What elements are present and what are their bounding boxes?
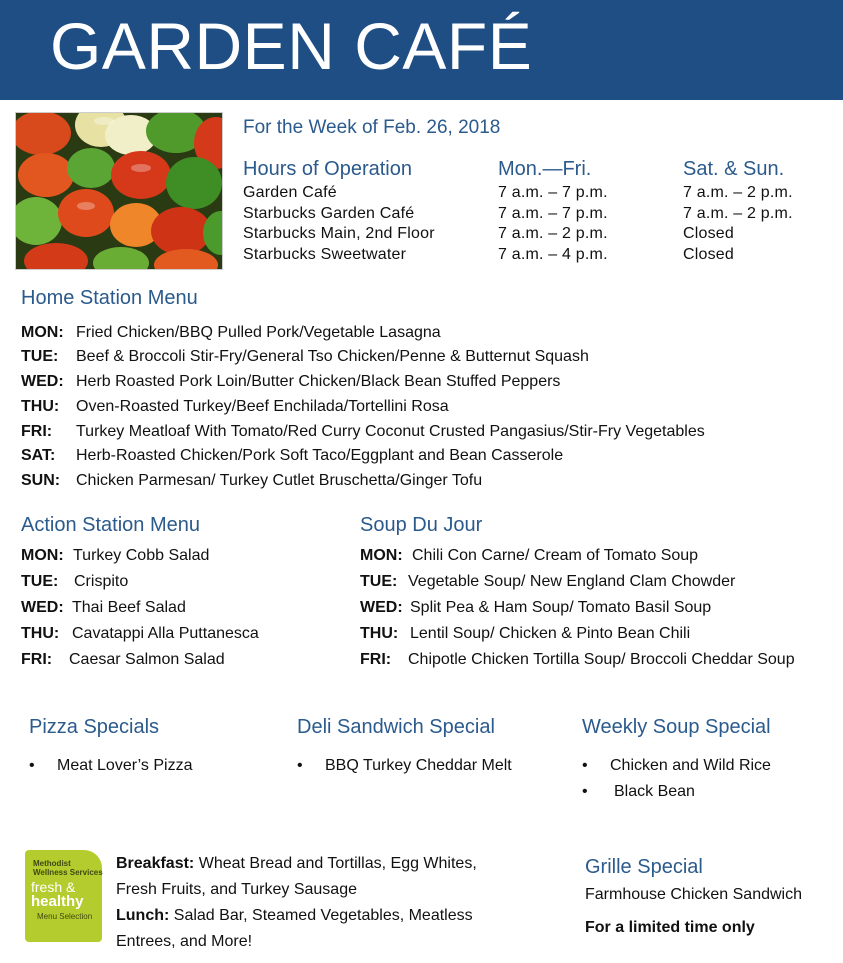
day-label: TUE: (21, 573, 59, 590)
hours-row-weekday: 7 a.m. – 2 p.m. (498, 225, 608, 242)
deli-special-title: Deli Sandwich Special (297, 716, 495, 738)
hours-col-weekday: Mon.—Fri. (498, 158, 592, 180)
home-station-row (21, 423, 52, 441)
page-title: GARDEN CAFÉ (50, 9, 533, 83)
breakfast-text: Wheat Bread and Tortillas, Egg Whites, (194, 855, 477, 872)
deli-item (297, 757, 512, 775)
hours-row-weekend: 7 a.m. – 2 p.m. (683, 184, 793, 201)
home-station-title: Home Station Menu (21, 287, 198, 309)
day-label: TUE: (360, 573, 398, 590)
hours-row-weekday: 7 a.m. – 7 p.m. (498, 184, 608, 201)
hours-col-weekend: Sat. & Sun. (683, 158, 785, 180)
day-label: FRI: (21, 423, 53, 440)
weekly-soup-item (582, 757, 771, 775)
weekly-soup-item (582, 783, 695, 801)
day-label: WED: (360, 599, 403, 616)
bullet-icon: • (29, 757, 35, 774)
fresh-healthy-logo (25, 850, 102, 942)
soup-item: Vegetable Soup/ New England Clam Chowder (408, 573, 736, 590)
soup-row (360, 547, 403, 565)
home-station-dish: Chicken Parmesan/ Turkey Cutlet Bruschetta/Ginger Tofu (76, 472, 483, 489)
home-station-dish: Turkey Meatloaf With Tomato/Red Curry Coconut Crusted Pangasius/Stir-Fry Vegetables (76, 423, 705, 440)
home-station-dish: Oven-Roasted Turkey/Beef Enchilada/Tortellini Rosa (76, 398, 449, 415)
home-station-dish: Fried Chicken/BBQ Pulled Pork/Vegetable Lasagna (76, 324, 441, 341)
breakfast-line (116, 855, 477, 873)
home-station-row (21, 348, 58, 366)
day-label: SAT: (21, 447, 56, 464)
home-station-row (21, 447, 55, 465)
day-label: SUN: (21, 472, 61, 489)
hours-row-name: Starbucks Sweetwater (243, 246, 407, 263)
action-station-row (21, 625, 59, 643)
week-label: For the Week of Feb. 26, 2018 (243, 117, 501, 138)
home-station-row (21, 373, 64, 391)
hours-row-name: Starbucks Garden Café (243, 205, 415, 222)
soup-item: Chipotle Chicken Tortilla Soup/ Broccoli Cheddar Soup (408, 651, 795, 668)
bullet-icon: • (582, 757, 588, 774)
soup-item: Split Pea & Ham Soup/ Tomato Basil Soup (410, 599, 712, 616)
day-label: MON: (21, 324, 64, 341)
soup-row (360, 599, 403, 617)
pizza-item-text: Meat Lover’s Pizza (57, 757, 193, 774)
hours-row-weekend: Closed (683, 225, 735, 242)
hours-row-name: Starbucks Main, 2nd Floor (243, 225, 435, 242)
soup-item: Lentil Soup/ Chicken & Pinto Bean Chili (410, 625, 691, 642)
day-label: MON: (21, 547, 64, 564)
soup-du-jour-title: Soup Du Jour (360, 514, 483, 536)
lunch-label: Lunch: (116, 907, 170, 924)
grille-special-title: Grille Special (585, 856, 703, 878)
hours-row-name: Garden Café (243, 184, 337, 201)
logo-line: Methodist (33, 859, 71, 868)
day-label: THU: (21, 625, 60, 642)
home-station-row (21, 398, 59, 416)
lunch-line (116, 907, 473, 925)
action-station-row (21, 651, 52, 669)
logo-line: healthy (31, 893, 84, 910)
weekly-soup-item-text: Chicken and Wild Rice (610, 757, 771, 774)
logo-line: Menu Selection (37, 912, 93, 921)
day-label: MON: (360, 547, 403, 564)
day-label: WED: (21, 599, 64, 616)
weekly-soup-item-text: Black Bean (614, 783, 695, 800)
breakfast-line-2: Fresh Fruits, and Turkey Sausage (116, 881, 357, 898)
grille-special-note: For a limited time only (585, 919, 755, 936)
action-station-row (21, 547, 64, 565)
home-station-dish: Herb-Roasted Chicken/Pork Soft Taco/Eggplant and Bean Casserole (76, 447, 564, 464)
pizza-specials-title: Pizza Specials (29, 716, 160, 738)
day-label: WED: (21, 373, 64, 390)
home-station-dish: Beef & Broccoli Stir-Fry/General Tso Chicken/Penne & Butternut Squash (76, 348, 589, 365)
action-station-dish: Thai Beef Salad (72, 599, 186, 616)
soup-row (360, 573, 397, 591)
home-station-row (21, 472, 60, 490)
action-station-dish: Caesar Salmon Salad (69, 651, 225, 668)
bullet-icon: • (582, 783, 588, 800)
peppers-photo (15, 112, 223, 270)
hours-title: Hours of Operation (243, 158, 412, 180)
breakfast-label: Breakfast: (116, 855, 195, 872)
deli-item-text: BBQ Turkey Cheddar Melt (325, 757, 512, 774)
header-banner (0, 0, 843, 100)
logo-line: Wellness Services (33, 868, 103, 877)
logo-line: fresh & (31, 879, 76, 895)
action-station-row (21, 573, 58, 591)
day-label: TUE: (21, 348, 59, 365)
hours-row-weekend: Closed (683, 246, 735, 263)
lunch-line-2: Entrees, and More! (116, 933, 253, 950)
day-label: THU: (360, 625, 399, 642)
action-station-dish: Turkey Cobb Salad (73, 547, 210, 564)
action-station-dish: Cavatappi Alla Puttanesca (72, 625, 259, 642)
day-label: THU: (21, 398, 60, 415)
bullet-icon: • (297, 757, 303, 774)
hours-row-weekend: 7 a.m. – 2 p.m. (683, 205, 793, 222)
weekly-soup-title: Weekly Soup Special (582, 716, 771, 738)
soup-row (360, 625, 398, 643)
lunch-text: Salad Bar, Steamed Vegetables, Meatless (169, 907, 473, 924)
grille-special-item: Farmhouse Chicken Sandwich (585, 886, 802, 903)
action-station-title: Action Station Menu (21, 514, 200, 536)
peppers-image (16, 113, 223, 270)
action-station-row (21, 599, 64, 617)
day-label: FRI: (21, 651, 53, 668)
action-station-dish: Crispito (74, 573, 129, 590)
hours-row-weekday: 7 a.m. – 4 p.m. (498, 246, 608, 263)
pizza-item (29, 757, 192, 775)
soup-row (360, 651, 391, 669)
home-station-row (21, 324, 64, 342)
soup-item: Chili Con Carne/ Cream of Tomato Soup (412, 547, 699, 564)
day-label: FRI: (360, 651, 392, 668)
home-station-dish: Herb Roasted Pork Loin/Butter Chicken/Black Bean Stuffed Peppers (76, 373, 561, 390)
hours-row-weekday: 7 a.m. – 7 p.m. (498, 205, 608, 222)
